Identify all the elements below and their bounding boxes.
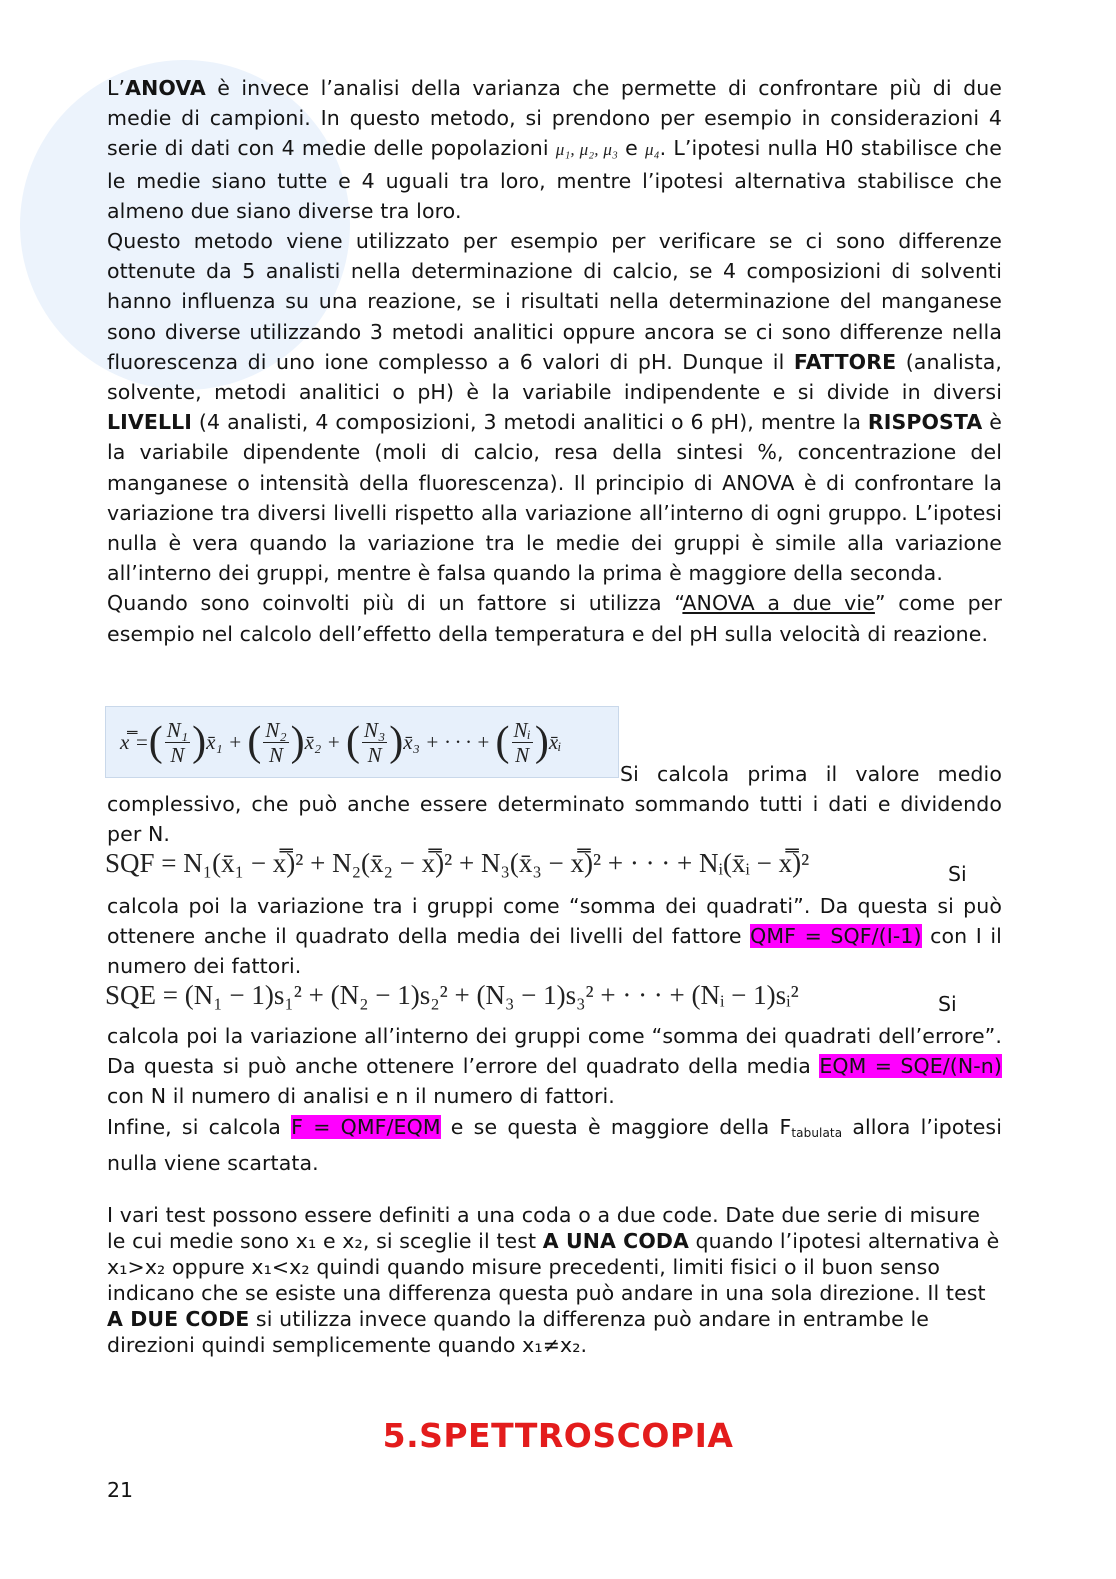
si-label-1: Si	[948, 862, 967, 886]
page-number: 21	[107, 1478, 134, 1502]
highlight-eqm: EQM = SQE/(N-n)	[819, 1054, 1002, 1079]
grand-mean-caption: Si calcola prima il valore medio	[620, 762, 1002, 786]
formula-sqf: SQF = N₁(x̄₁ − x̿)² + N₂(x̄₂ − x̿)² + N₃(x̄₃ − x̿)² + · · · + Nᵢ(x̄ᵢ − x̿)²	[105, 848, 810, 878]
formula-grand-mean-image: x̿ = ( $\frac{\text{N₁}}{N}$ ) x̄₁ + ( $\frac{\text{N₂}}{N}$ ) x̄₂ + ( $\frac{\text{N₃}}{N}$ ) x̄₃ + · · · + ( $\frac{\text{Nᵢ}}{N}$ ) x̄ᵢ	[105, 706, 619, 778]
formula-sqe: SQE = (N₁ − 1)s₁² + (N₂ − 1)s₂² + (N₃ − 1)s₃² + · · · + (Nᵢ − 1)sᵢ²	[105, 980, 799, 1010]
paragraph-tails: I vari test possono essere definiti a una coda o a due code. Date due serie di misure le cui medie sono x₁ e x₂, si sceglie il test A UNA CODA quando l’ipotesi alternativa è x₁>x₂ oppure x₁<x₂ quindi quando misure precedenti, limiti fisici o il buon senso indicano che se esiste una differenza questa può andare in una sola direzione. Il test A DUE CODE si utilizza invece quando la differenza può andare in entrambe le direzioni quindi semplicemente quando x₁≠x₂.	[107, 1203, 1000, 1357]
paragraph-two-way: Quando sono coinvolti più di un fattore si utilizza “ANOVA a due vie” come per esempio nel calcolo dell’effetto della temperatura e del pH sulla velocità di reazione.	[107, 591, 1003, 646]
section-title: 5.SPETTROSCOPIA	[382, 1416, 734, 1455]
anova-two-way-link: ANOVA a due vie	[682, 591, 875, 616]
paragraph-anova: L’ANOVA è invece l’analisi della varianza che permette di confrontare più di due medie di campioni. In questo metodo, si prendono per esempio in considerazioni 4 serie di dati con 4 medie delle popolazioni μ₁, μ₂, μ₃ e μ₄. L’ipotesi nulla H0 stabilisce che le medie siano tutte e 4 uguali tra loro, mentre l’ipotesi alternativa stabilisce che almeno due siano diverse tra loro.	[107, 76, 1002, 223]
paragraph-sqf: calcola poi la variazione tra i gruppi come “somma dei quadrati”. Da questa si può ottenere anche il quadrato della media dei livelli del fattore QMF = SQF/(I-1) con I il numero dei fattori.	[107, 894, 1002, 979]
body-text-top	[107, 73, 1002, 649]
highlight-f: F = QMF/EQM	[291, 1114, 441, 1139]
si-label-2: Si	[938, 992, 957, 1016]
paragraph-sqe: calcola poi la variazione all’interno dei gruppi come “somma dei quadrati dell’errore”. Da questa si può anche ottenere l’errore del quadrato della media EQM = SQE/(N-n) con N il numero di analisi e n il numero di fattori. Infine, si calcola F = QMF/EQM e se questa è maggiore della $F_{tabulata}$ allora l’ipotesi nulla viene scartata.	[107, 1024, 1002, 1175]
paragraph-method: Questo metodo viene utilizzato per esempio per verificare se ci sono differenze ottenute da 5 analisti nella determinazione di calcio, se 4 composizioni di solventi hanno influenza su una reazione, se i risultati nella determinazione del manganese sono diverse utilizzando 3 metodi analitici oppure ancora se ci sono differenze nella fluorescenza di uno ione complesso a 6 valori di pH. Dunque il FATTORE (analista, solvente, metodi analitici o pH) è la variabile indipendente e si divide in diversi LIVELLI (4 analisti, 4 composizioni, 3 metodi analitici o 6 pH), mentre la RISPOSTA è la variabile dipendente (moli di calcio, resa della sintesi %, concentrazione del manganese o intensità della fluorescenza). Il principio di ANOVA è di confrontare la variazione tra diversi livelli rispetto alla variazione all’interno di ogni gruppo. L’ipotesi nulla è vera quando la variazione tra le medie dei gruppi è simile alla variazione all’interno dei gruppi, mentre è falsa quando la prima è maggiore della seconda.	[107, 229, 1002, 586]
paragraph-grand-mean: complessivo, che può anche essere determinato sommando tutti i dati e dividendo per N.	[107, 792, 1002, 847]
highlight-qmf: QMF = SQF/(I-1)	[750, 924, 922, 949]
